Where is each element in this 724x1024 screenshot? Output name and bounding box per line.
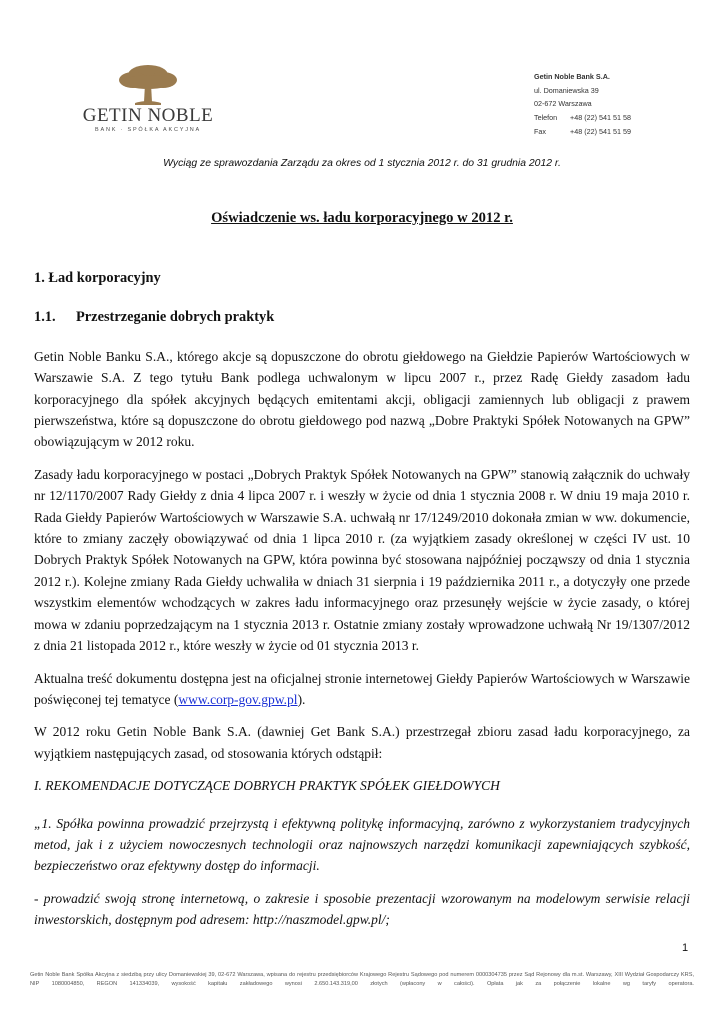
- contact-bank-name: Getin Noble Bank S.A.: [534, 72, 610, 81]
- section-heading-1: 1. Ład korporacyjny: [34, 270, 161, 286]
- contact-block: [534, 70, 631, 139]
- contact-phone-row: [534, 111, 631, 125]
- page-number: 1: [682, 942, 689, 954]
- quoted-paragraph: - prowadzić swoją stronę internetową, o zakresie i sposobie prezentacji wzorowanym na modelowym serwisie relacji inwestorskich, dostępnym pod adresem: http://naszmodel.gpw.pl/;: [34, 890, 690, 928]
- section-number: 1.1.: [34, 309, 56, 326]
- fax-value: +48 (22) 541 51 59: [570, 126, 631, 136]
- legal-footer: Getin Noble Bank Spółka Akcyjna z siedzibą przy ulicy Domaniewskiej 39, 02-672 Warszawa, wpisana do rejestru przedsiębiorców Krajowego Rejestru Sądowego pod numerem 0000304735 przez Sąd Rejonowy dla m.st. Warszawy, XIII Wydział Gospodarczy KRS, NIP 1080004850, REGON 141334039, wysokość kapitału zakładowego wynosi 2.650.143.319,00 złotych (wpłacony w całości). Opłata jak za połączenie lokalne wg taryfy operatora.: [30, 972, 694, 987]
- phone-label: Telefon: [534, 113, 558, 123]
- section-heading-1-1: [34, 307, 690, 328]
- logo-subtitle: BANK · SPÓŁKA AKCYJNA: [95, 127, 201, 133]
- paragraph: Zasady ładu korporacyjnego w postaci „Dobrych Praktyk Spółek Notowanych na GPW” stanowią załącznik do uchwały nr 12/1170/2007 Rady Giełdy z dnia 4 lipca 2007 r. i weszły w życie od dnia 1 stycznia 2008 r. W dniu 19 maja 2010 r. Rada Giełdy Papierów Wartościowych w Warszawie S.A. uchwałą nr 17/1249/2010 dokonała zmian w ww. dokumencie, które to zmiany zaczęły obowiązywać od dnia 1 lipca 2010 r. (za wyjątkiem zasady określonej w części IV ust. 10 Dobrych Praktyk Spółek Notowanych na GPW, która powinna być stosowana najpóźniej począwszy od dnia 1 stycznia 2012 r.). Kolejne zmiany Rada Giełdy uchwaliła w dniach 31 sierpnia i 19 października 2011 r., a dotyczyły one przede wszystkim elementów wchodzących w zakres ładu informacyjnego oraz przesunęły wejście w życie zasady, o której mowa w zdaniu poprzedzającym na 1 stycznia 2013 r. Ostatnie zmiany zostały wprowadzone uchwałą Nr 19/1307/2012 z dnia 21 listopada 2012 r., które weszły w życie od 01 stycznia 2013 r.: [34, 466, 690, 654]
- quoted-paragraph: „1. Spółka powinna prowadzić przejrzystą i efektywną politykę informacyjną, zarówno z wykorzystaniem tradycyjnych metod, jak i z użyciem nowoczesnych technologii oraz najnowszych narzędzi komunikacji zapewniających szybkość, bezpieczeństwo oraz efektywny dostęp do informacji.: [34, 815, 690, 874]
- report-excerpt-line: Wyciąg ze sprawozdania Zarządu za okres od 1 stycznia 2012 r. do 31 grudnia 2012 r.: [163, 158, 561, 169]
- contact-street: ul. Domaniewska 39: [534, 85, 599, 95]
- contact-city: 02-672 Warszawa: [534, 99, 592, 109]
- corp-gov-link[interactable]: www.corp-gov.gpw.pl: [178, 691, 298, 707]
- section-title: Przestrzeganie dobrych praktyk: [76, 309, 275, 326]
- phone-value: +48 (22) 541 51 58: [570, 113, 631, 123]
- bank-logo: [82, 62, 214, 144]
- document-title: Oświadczenie ws. ładu korporacyjnego w 2012 r.: [211, 210, 513, 226]
- contact-fax-row: [534, 125, 631, 139]
- paragraph-with-link: [34, 668, 690, 711]
- fax-label: Fax: [534, 126, 546, 136]
- recommendations-heading: I. REKOMENDACJE DOTYCZĄCE DOBRYCH PRAKTYK SPÓŁEK GIEŁDOWYCH: [34, 778, 500, 794]
- paragraph-text: Aktualna treść dokumentu dostępna jest na oficjalnej stronie internetowej Giełdy Papierów Wartościowych w Warszawie poświęconej tej tematyce (: [34, 670, 690, 707]
- document-body: [34, 268, 690, 931]
- paragraph-text: ).: [297, 691, 306, 707]
- logo-wordmark: GETIN NOBLE: [82, 105, 214, 126]
- paragraph: W 2012 roku Getin Noble Bank S.A. (dawniej Get Bank S.A.) przestrzegał zbioru zasad ładu korporacyjnego, za wyjątkiem następujących zasad, od stosowania których odstąpił:: [34, 724, 690, 761]
- tree-icon: [113, 62, 183, 106]
- paragraph: Getin Noble Banku S.A., którego akcje są dopuszczone do obrotu giełdowego na Giełdzie Papierów Wartościowych w Warszawie S.A. Z tego tytułu Bank podlega uchwalonym w lipcu 2007 r., przez Radę Giełdy zasadom ładu korporacyjnego dla spółek akcyjnych będących emitentami akcji, obligacji zamiennych lub obligacji z prawem pierwszeństwa, które są dopuszczone do obrotu giełdowego pod nazwą „Dobre Praktyki Spółek Notowanych na GPW” obowiązującym w 2012 roku.: [34, 348, 690, 450]
